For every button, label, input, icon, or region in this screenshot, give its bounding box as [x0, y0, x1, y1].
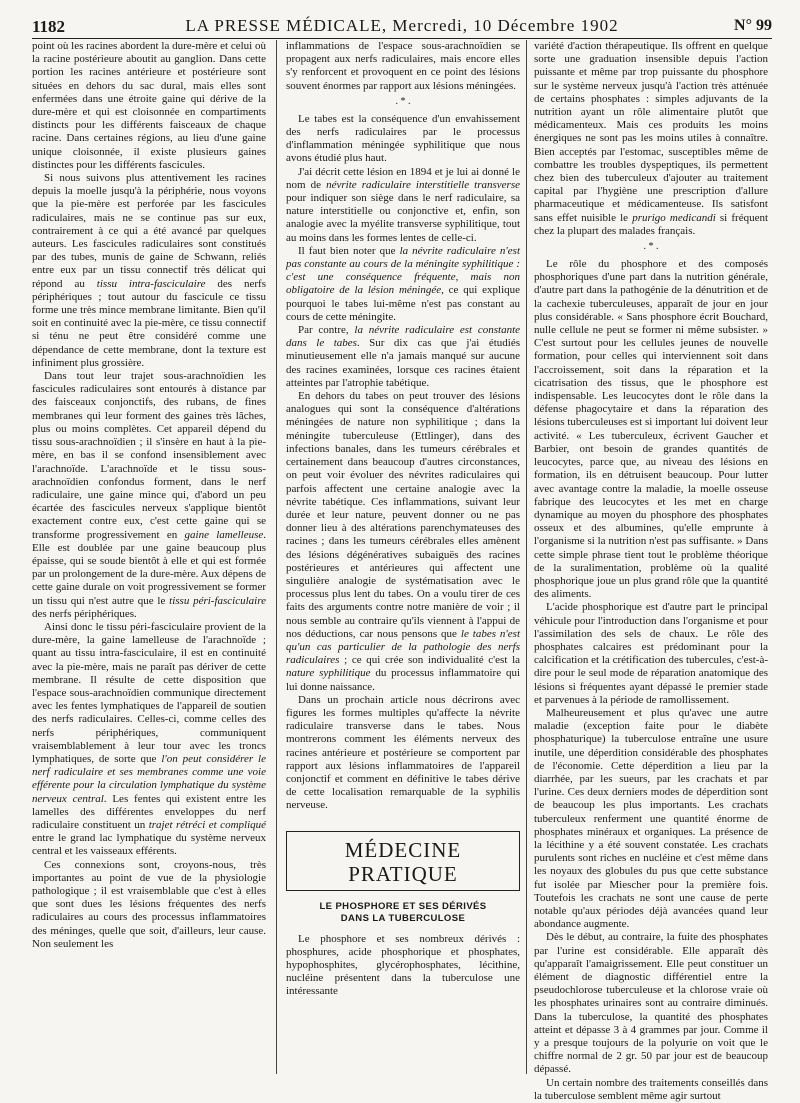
paragraph: Si nous suivons plus attentivement les racines depuis la moelle jusqu'à la périphérie, nous voyons que la pie-mère est perforée par les fascicules radiculaires, mais ne se continue pas sur eux, contrairement à ce qui a été avancé par quelques auteurs. Les fascicules radiculaires sont constitués par des tubes, munis de gaine de Schwann, reliés entre eux par un tissu connectif très délicat qui répond au tissu intra-fasciculaire des nerfs périphériques ; tout autour du fascicule ce tissu forme une très mince membrane limitante. Bien qu'il soit en continuité avec la pie-mère, ce tissu connectif si ténu ne peut être considéré comme une dépendance de cette membrane, dont la texture est infiniment plus grossière.	[32, 172, 267, 369]
paragraph: L'acide phosphorique est d'autre part le principal véhicule pour l'introduction dans l'organisme et pour l'assimilation des sels de chaux. Le rôle des phosphates calcaires est prédominant pour la calcification et la crétification des tubercules, c'est-à-dire pour le seul mode de réparation anatomique des lésions si fréquentes ayant dépassé le premier stade et parvenues à la période de ramollissement.	[534, 601, 768, 706]
paragraph: Dans tout leur trajet sous-arachnoïdien les fascicules radiculaires sont entourés à distance par des faisceaux conjonctifs, des rubans, de fines membranes qui leur forment des gaines très lâches, plus ou moins complètes. Cet appareil dépend du tissu sous-arachnoïdien ; il s'insère en haut à la pie-mère, en bas il se confond insensiblement avec l'arachnoïde. L'arachnoïde et le tissu sous-arachnoïdien confondus forment, dans le nerf radiculaire, une gaine mince qui, d'abord un peu écartée des fascicules nerveux s'applique bientôt exactement contre eux, c'est cette gaine qui se transforme progressivement en gaine lamelleuse. Elle est doublée par une gaine beaucoup plus épaisse, qui se soude bientôt à elle et qui est formée par un prolongement de la dure-mère. Aux dépens de cette gaine durale on voit progressivement se former un tissu qui n'est autre que le tissu péri-fasciculaire des nerfs périphériques.	[32, 370, 267, 620]
section-separator: . * .	[395, 95, 411, 107]
paragraph: Le rôle du phosphore et des composés phosphoriques d'une part dans la nutrition générale, d'autre part dans la pathogénie de la dénutrition et de la cachexie tuberculeuses, apparaît de jour en jour plus considérable. « Sans phosphore écrit Bouchard, nulle cellule ne peut se former ni même subsister. » C'est surtout pour les cellules jeunes de nouvelle formation, pour celles qui interviennent soit dans l'accroissement, soit dans la réparation et la cicatrisation des tissus, que le phosphore est indispensable. Les leucocytes dont le rôle dans la défense phagocytaire et dans la réparation des lésions tuberculeuses est si important lui doivent leur activité. « Les tuberculeux, écrivent Gaucher et Barbier, ont besoin de grandes quantités de leucocytes, parce que, au niveau des lésions en formation, ils en détruisent beaucoup. Pour lutter avec avantage contre la maladie, la moelle osseuse fabrique des leucocytes et les met en charge dynamique au moyen du phosphore des phosphates osseux et des albumines, qu'elle emprunte à l'organisme si la nutrition n'est pas suffisante. » Dans cette simple phrase tient tout le problème théorique de la suralimentation, problème où la qualité phosphorique joue un plus grand rôle que la quantité des aliments.	[534, 258, 768, 601]
paragraph: Dès le début, au contraire, la fuite des phosphates par l'urine est considérable. Elle apparaît dès qu'apparaît l'amaigrissement. Elle peut constituer un élément de diagnostic différentiel entre la pseudochlorose tuberculeuse et la chlorose vraie où les phosphates urinaires sont au contraire diminués. Dans la tuberculose, la quantité des phosphates atteint et dépasse 3 à 4 grammes par jour. Comme il y a presque toujours de la polyurie on voit que le chiffre normal de 2 gr. 50 par jour est de beaucoup dépassé.	[534, 931, 768, 1076]
paragraph: inflammations de l'espace sous-arachnoïdien se propagent aux nerfs radiculaires, mais encore elles s'y renforcent et provoquent en ce point des lésions souvent énormes par rapport aux lésions méningées.	[286, 40, 520, 92]
journal-title: LA PRESSE MÉDICALE, Mercredi, 10 Décembre 1902	[185, 16, 619, 35]
column-3	[534, 40, 769, 1102]
paragraph: Un certain nombre des traitements conseillés dans la tuberculose semblent même agir surtout	[534, 1076, 768, 1102]
column-2	[286, 40, 520, 1076]
paragraph: En dehors du tabes on peut trouver des lésions analogues qui sont la conséquence d'altérations méningées de nature non syphilitique ; dans la méningite tuberculeuse (Ettlinger), dans des infections banales, dans les tumeurs cérébrales et certainement dans beaucoup d'autres circonstances, on peut voir évoluer des névrites radiculaires qui parfois affectent une certaine analogie avec la névrite tabétique. Ces inflammations, suivant leur durée et leur nature, peuvent donner ou ne pas donner lieu à des altérations parenchymateuses des racines ; dans les tumeurs cérébrales elles amènent des lésions dégénératives subaiguës des racines postérieures et antérieures qui affectent une singulière analogie de systématisation avec le processus plus lent du tabes. On a voulu tirer de ces faits des arguments contre notre manière de voir ; il nous semble au contraire qu'ils viennent à l'appui de nos déductions, car nous pensons que le tabes n'est qu'un cas particulier de la pathologie des nerfs radiculaires ; ce qui crée son individualité c'est la nature syphilitique du processus inflammatoire qui lui donne naissance.	[286, 390, 521, 693]
paragraph: Dans un prochain article nous décrirons avec figures les formes multiples qu'affecte la névrite radiculaire transverse dans le tabes. Nous montrerons comment les éléments nerveux des racines antérieure et postérieure se comportent par rapport aux lésions inflammatoires de l'appareil conjonctif et comment en définitive le tabes dérive de cette localisation remarquable de la syphilis nerveuse.	[286, 693, 520, 812]
paragraph: Par contre, la névrite radiculaire est constante dans le tabes. Sur dix cas que j'ai étudiés minutieusement elle n'a jamais manqué sur aucune des racines examinées, lorsque ces racines étaient atteintes par l'atrophie tabétique.	[286, 324, 521, 389]
paragraph: Malheureusement et plus qu'avec une autre maladie (exception faite pour le diabète phosphaturique) la tuberculose entraîne une usure inutile, une déperdition considérable des phosphates de l'économie. Cette déperdition a lieu par la diarrhée, par les sueurs, par les crachats et par l'urine. Ces deux derniers modes de déperdition sont de beaucoup les plus importants. Les crachats tuberculeux renferment une quantité énorme de phosphates minéraux et organiques. La présence de la lécithine y a été souvent constatée. Les crachats purulents sont riches en nucléine et c'est même dans les noyaux des globules du pus que cette substance fut isolée par Miescher pour la première fois. Toutefois les crachats ne sont une cause de perte notable qu'aux périodes déjà avancées quand leur abondance augmente.	[534, 706, 768, 931]
paragraph: Ainsi donc le tissu péri-fasciculaire provient de la dure-mère, la gaine lamelleuse de l'arachnoïde ; quant au tissu intra-fasciculaire, il est en continuité avec la pie-mère, mais ne paraît pas dériver de cette membrane. Il résulte de cette disposition que l'espace sous-arachnoïdien communique directement avec les fentes lymphatiques de l'appareil de soutien des nerfs radiculaires. Celles-ci, comme celles des nerfs périphériques, communiquent vraisemblablement à leur tour avec les troncs lymphatiques, de sorte que l'on peut considérer le nerf radiculaire et ses membranes comme une voie efférente pour la circulation lymphatique du système nerveux central. Les fentes qui existent entre les lamelles des différentes enveloppes du nerf radiculaire constituent un trajet rétréci et compliqué entre le grand lac lymphatique du système nerveux central et les vaisseaux efférents.	[32, 620, 267, 858]
paragraph: point où les racines abordent la dure-mère et celui où la racine postérieure aboutit au ganglion. Dans cette portion les racines antérieure et postérieure sont situées en dehors du sac dural, mais elles sont enfermées dans une étroite gaine qui dérive de la dure-mère et qui est cloisonnée en compartiments distincts pour les différents faisceaux de chaque racine. Dans certaines régions, au lieu d'une gaine unique cloisonnée, il existe plusieurs gaines distinctes pour les différents fascicules.	[32, 40, 266, 171]
paragraph: J'ai décrit cette lésion en 1894 et je lui ai donné le nom de névrite radiculaire interstitielle transverse pour indiquer son siège dans le nerf radiculaire, sa nature interstitielle ou conjonctive et, enfin, son analogie avec la myélite transverse syphilitique, tout au moins dans les formes lentes de celle-ci.	[286, 165, 520, 244]
paragraph: Le tabes est la conséquence d'un envahissement des nerfs radiculaires par le processus d'inflammation méningée syphilitique que nous avons étudié plus haut.	[286, 112, 520, 165]
section-heading-box	[286, 831, 520, 891]
column-1	[32, 40, 266, 1076]
section-heading: MÉDECINE PRATIQUE	[344, 837, 462, 886]
paragraph: Il faut bien noter que la névrite radiculaire n'est pas constante au cours de la méningite syphilitique : c'est une conséquence fréquente, mais non obligatoire de la lésion méningée, ce qui explique pourquoi le tabes lui-même n'est pas constant au cours de cette méningite.	[286, 244, 521, 323]
paragraph: variété d'action thérapeutique. Ils offrent en quelque sorte une graduation insensible depuis l'action puissante et même par trop puissante du phosphore sur le système nerveux jusqu'à l'action très atténuée de certains phosphates : simples adjuvants de la nutrition ayant un rôle alimentaire plutôt que médicamenteux. Mais ces produits les moins énergiques ne sont pas les moins utiles à connaître. Bien acceptés par l'estomac, susceptibles même de combattre les troubles dyspeptiques, ils permettent chez bien des tuberculeux d'ajouter au traitement capital par l'hygiène une prescription d'allure pharmaceutique et médicamenteuse. Ils satisfont sans effet nuisible le prurigo medicandi si fréquent chez la plupart des malades français.	[534, 40, 769, 237]
paragraph: Ces connexions sont, croyons-nous, très importantes au point de vue de la physiologie pathologique ; il est vraisemblable que c'est à elles que sont dues les lésions fréquentes des nerfs radiculaires au cours des processus inflammatoires des méninges, quelle que soit, d'ailleurs, leur cause. Non seulement les	[32, 858, 266, 950]
article-title: LE PHOSPHORE ET SES DÉRIVÉS DANS LA TUBERCULOSE	[319, 900, 487, 924]
page-number: 1182	[32, 17, 66, 36]
page-header	[32, 14, 772, 39]
section-separator: . * .	[643, 241, 659, 253]
issue-number: N° 99	[734, 17, 772, 34]
column-divider	[276, 40, 277, 1074]
paragraph: Le phosphore et ses nombreux dérivés : phosphures, acide phosphorique et phosphates, hypophosphites, glycérophosphates, lécithine, nucléine présentent dans la tuberculose une intéressante	[286, 932, 520, 998]
column-divider	[526, 40, 527, 1074]
